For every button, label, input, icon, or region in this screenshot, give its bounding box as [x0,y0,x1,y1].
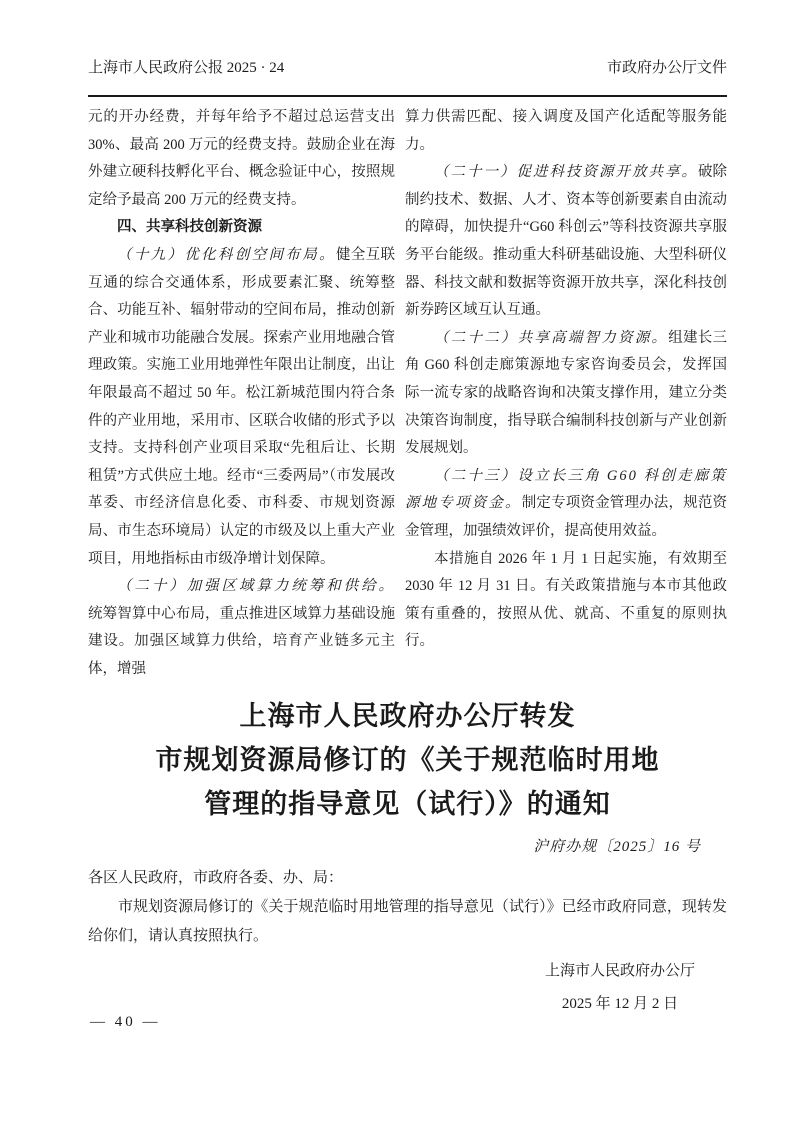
item-lead: （二十一）促进科技资源开放共享。 [434,164,698,181]
signer-name: 上海市人民政府办公厅 [544,963,695,979]
notice-title [88,694,727,826]
left-column [88,104,395,683]
paragraph: （二十三）设立长三角 G60 科创走廊策源地专项资金。制定专项资金管理办法，规范资金管理，加强绩效评价，提高使用效益。 [405,467,728,539]
paragraph: 元的开办经费，并每年给予不超过总运营支出 30%、最高 200 万元的经费支持。鼓励企业在海外建立硬科技孵化平台、概念验证中心，按照规定给予最高 200 万元的经费支持。 [88,109,395,208]
notice-title-line: 管理的指导意见（试行）》的通知 [204,789,611,819]
page-number: — 40 — [90,1014,161,1030]
item-lead: （十九）优化科创空间布局。 [117,246,336,263]
notice-section [88,694,727,1018]
document-number: 沪府办规〔2025〕16 号 [533,839,701,855]
signature-date: 2025 年 12 月 2 日 [561,996,679,1012]
article-columns [88,104,727,683]
notice-title-line: 上海市人民政府办公厅转发 [239,701,576,731]
paragraph: （二十）加强区域算力统筹和供给。统筹智算中心布局，重点推进区域算力基础设施建设。加强区域算力供给，培育产业链多元主体，增强 [88,578,395,677]
paragraph: （十九）优化科创空间布局。健全互联互通的综合交通体系，形成要素汇聚、统筹整合、功能互补、辐射带动的空间布局，推动创新产业和城市功能融合发展。探索产业用地融合管理政策。实施工业用地弹性年限出让制度，出让年限最高不超过 50 年。松江新城范围内符合条件的产业用地，采用市、区联合收储的形式予以支持。支持科创产业项目采取“先租后让、长期租赁”方式供应土地。经市“三委两局”（市发展改革委、市经济信息化委、市科委、市规划资源局、市生态环境局）认定的市级及以上重大产业项目，用地指标由市级净增计划保障。 [88,246,395,567]
page-footer [90,1014,161,1031]
gazette-masthead: 上海市人民政府公报 2025 · 24 [88,60,285,76]
salutation: 各区人民政府，市政府各委、办、局： [88,870,344,886]
paragraph: 本措施自 2026 年 1 月 1 日起实施，有效期至 2030 年 12 月 31 日。有关政策措施与本市其他政策有重叠的，按照从优、就高、不重复的原则执行。 [405,550,727,650]
right-column [405,104,727,683]
item-lead: （二十）加强区域算力统筹和供给。 [117,578,395,595]
signature-block [545,957,695,1018]
section-heading: 四、共享科技创新资源 [117,219,262,236]
document-category-label: 市政府办公厅文件 [606,60,727,76]
paragraph: （二十二）共享高端智力资源。组建长三角 G60 科创走廊策源地专家咨询委员会，发挥国际一流专家的战略咨询和决策支撑作用，建立分类决策咨询制度，指导联合编制科技创新与产业创新发展规划。 [405,329,728,457]
paragraph: 算力供需匹配、接入调度及国产化适配等服务能力。 [405,109,727,153]
item-lead: （二十三）设立长三角 G60 科创走廊策源地专项资金。 [405,467,727,512]
item-lead: （二十二）共享高端智力资源。 [434,329,669,346]
notice-title-line: 市规划资源局修订的《关于规范临时用地 [155,745,660,775]
notice-body: 市规划资源局修订的《关于规范临时用地管理的指导意见（试行）》已经市政府同意，现转发给你们，请认真按照执行。 [88,899,727,944]
header-rule [88,95,727,97]
page-header [88,58,727,78]
paragraph: （二十一）促进科技资源开放共享。破除制约技术、数据、人才、资本等创新要素自由流动的障碍，加快提升“G60 科创云”等科技资源共享服务平台能级。推动重大科研基础设施、大型科研仪器、科技文献和数据等资源开放共享，深化科技创新券跨区域互认互通。 [405,164,727,319]
